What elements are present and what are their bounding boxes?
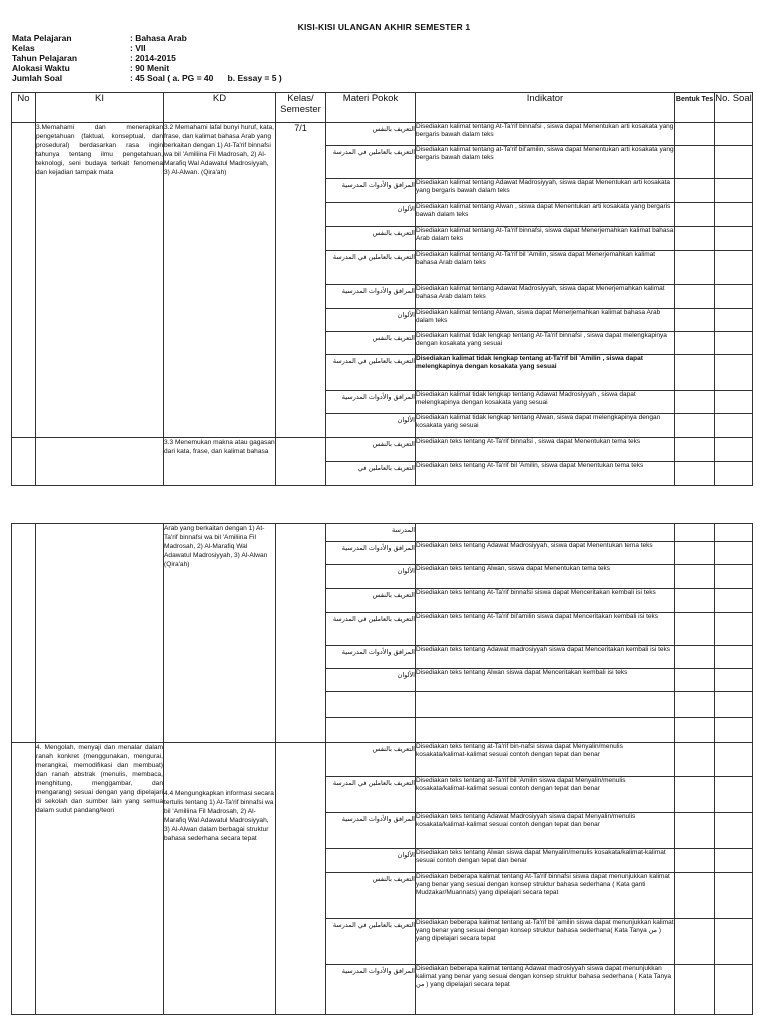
col-ki: KI — [36, 93, 164, 123]
document-title: KISI-KISI ULANGAN AKHIR SEMESTER 1 — [297, 22, 471, 32]
indikator-cell: Disediakan kalimat tidak lengkap tentang Alwan, siswa dapat melengkapinya dengan kosakata yang sesuai — [416, 414, 675, 438]
bentuk-cell — [675, 873, 715, 919]
indikator-cell: Disediakan teks tentang At-Ta'rif bil 'Amilin, siswa dapat Menentukan tema teks — [416, 462, 675, 486]
materi-cell: الألوان — [326, 669, 416, 692]
indikator-cell: Disediakan teks tentang Adawat Madrosiyyah, siswa dapat Menentukan tema teks — [416, 542, 675, 565]
indikator-cell: Disediakan kalimat tentang Adawat Madrosiyyah, siswa dapat Menerjemahkan kalimat bahasa Arab dalam teks — [416, 285, 675, 309]
nosoal-cell — [715, 146, 753, 179]
meta-value: : 2014-2015 — [130, 53, 176, 63]
indikator-cell: Disediakan kalimat tidak lengkap tentang at-Ta'rif bil 'Amilin , siswa dapat melengkapinya dengan kosakata yang sesuai — [416, 355, 675, 391]
indikator-cell: Disediakan kalimat tentang Alwan, siswa dapat Menerjemahkan kalimat bahasa Arab dalam teks — [416, 309, 675, 332]
nosoal-cell — [715, 414, 753, 438]
materi-cell: المرافق والأدوات المدرسية — [326, 965, 416, 1015]
bentuk-cell — [675, 227, 715, 251]
nosoal-cell — [715, 718, 753, 743]
bentuk-cell — [675, 669, 715, 692]
cell-ki — [36, 438, 164, 486]
materi-cell: المدرسة — [326, 524, 416, 542]
bentuk-cell — [675, 965, 715, 1015]
table-row — [12, 438, 753, 462]
indikator-cell: Disediakan teks tentang At-Ta'rif bil'amilin siswa dapat Menceritakan kembali isi teks — [416, 613, 675, 646]
nosoal-cell — [715, 123, 753, 146]
nosoal-cell — [715, 179, 753, 203]
bentuk-cell — [675, 777, 715, 813]
nosoal-cell — [715, 227, 753, 251]
nosoal-cell — [715, 203, 753, 227]
materi-cell: المرافق والأدوات المدرسية — [326, 285, 416, 309]
indikator-cell: Disediakan teks tentang at-Ta'rif bil 'Amilin siswa dapat Menyalin/menulis kosakata/kalimat-kalimat sesuai contoh dengan tepat dan benar — [416, 777, 675, 813]
nosoal-cell — [715, 462, 753, 486]
meta-value: : 90 Menit — [130, 63, 170, 73]
nosoal-cell — [715, 285, 753, 309]
materi-cell: التعريف بالعاملين في المدرسة — [326, 919, 416, 965]
kelas-semester: 7/1 — [276, 123, 326, 438]
indikator-cell: Disediakan kalimat tidak lengkap tentang At-Ta'rif binnafsi , siswa dapat melengkapinya dengan kosakata yang sesuai — [416, 332, 675, 355]
materi-cell — [326, 692, 416, 718]
materi-cell: التعريف بالنفس — [326, 873, 416, 919]
materi-cell: الألوان — [326, 565, 416, 589]
bentuk-cell — [675, 414, 715, 438]
meta-value: : 45 Soal ( a. PG = 40 b. Essay = 5 ) — [130, 73, 282, 83]
bentuk-cell — [675, 123, 715, 146]
nosoal-cell — [715, 849, 753, 873]
meta-label: Jumlah Soal — [12, 73, 63, 83]
ki-3-text: 3.Memahami dan menerapkan pengetahuan (faktual, konseptual, dan prosedural) berdasarkan rasa ingin tahunya tentang ilmu pengetahuan, teknologi, seni budaya terkait fenomena dan kejadian tampak mata — [36, 123, 164, 438]
indikator-cell: Disediakan teks tentang at-Ta'rif bin-nafsi siswa dapat Menyalin/menulis kosakata/kalimat-kalimat sesuai contoh dengan tepat dan benar — [416, 743, 675, 777]
bentuk-cell — [675, 203, 715, 227]
bentuk-cell — [675, 285, 715, 309]
bentuk-cell — [675, 613, 715, 646]
bentuk-cell — [675, 309, 715, 332]
kd-4-4-text: 4.4 Mengungkapkan informasi secara tertulis tentang 1) At-Ta'rif binnafsi wa bil 'Amiliina Fil Madrosah, 2) Al-Marafiq Wal Adawatul Madrosiyyah, 3) Al-Alwan dalam berbagai struktur bahasa sederhana secara tepat — [164, 743, 276, 1015]
nosoal-cell — [715, 777, 753, 813]
materi-cell: المرافق والأدوات المدرسية — [326, 542, 416, 565]
materi-cell: التعريف بالنفس — [326, 743, 416, 777]
indikator-cell: Disediakan teks tentang Adawat madrosiyyah siswa dapat Menceritakan kembali isi teks — [416, 646, 675, 669]
indikator-cell: Disediakan kalimat tentang at-Ta'rif bil'amilin, siswa dapat Menentukan arti kosakata yang bergaris bawah dalam teks — [416, 146, 675, 179]
materi-cell: التعريف بالعاملين في — [326, 462, 416, 486]
materi-cell: المرافق والأدوات المدرسية — [326, 813, 416, 849]
indikator-cell: Disediakan kalimat tentang At-Ta'rif bil 'Amilin, siswa dapat Menerjemahkan kalimat bahasa Arab dalam teks — [416, 251, 675, 285]
materi-cell: المرافق والأدوات المدرسية — [326, 646, 416, 669]
col-materi: Materi Pokok — [326, 93, 416, 123]
bentuk-cell — [675, 251, 715, 285]
col-bentuk: Bentuk Tes — [675, 93, 715, 123]
meta-row-tahun — [12, 53, 282, 63]
bentuk-cell — [675, 146, 715, 179]
nosoal-cell — [715, 613, 753, 646]
bentuk-cell — [675, 542, 715, 565]
nosoal-cell — [715, 589, 753, 613]
col-indikator: Indikator — [416, 93, 675, 123]
bentuk-cell — [675, 179, 715, 203]
bentuk-cell — [675, 692, 715, 718]
bentuk-cell — [675, 919, 715, 965]
table-header-row — [12, 93, 753, 123]
indikator-cell: Disediakan kalimat tentang At-Ta'rif binnafsi , siswa dapat Menentukan arti kosakata yang bergaris bawah dalam teks — [416, 123, 675, 146]
nosoal-cell — [715, 332, 753, 355]
bentuk-cell — [675, 589, 715, 613]
nosoal-cell — [715, 919, 753, 965]
bentuk-cell — [675, 565, 715, 589]
meta-label: Alokasi Waktu — [12, 63, 70, 73]
cell-kelas — [276, 438, 326, 486]
nosoal-cell — [715, 438, 753, 462]
materi-cell: الألوان — [326, 309, 416, 332]
table-row — [12, 524, 753, 542]
materi-cell: التعريف بالعاملين في المدرسة — [326, 355, 416, 391]
cell-kelas — [276, 743, 326, 1015]
meta-label: Mata Pelajaran — [12, 33, 72, 43]
bentuk-cell — [675, 849, 715, 873]
bentuk-cell — [675, 438, 715, 462]
kisi-table-page-2 — [11, 523, 753, 1015]
indikator-cell: Disediakan kalimat tentang Alwan , siswa dapat Menentukan arti kosakata yang bergaris bawah dalam teks — [416, 203, 675, 227]
nosoal-cell — [715, 813, 753, 849]
kd-3-3-text: 3.3 Menemukan makna atau gagasan dari kata, frase, dan kalimat bahasa — [164, 438, 276, 486]
indikator-cell: Disediakan beberapa kalimat tentang At-Ta'rif binnafsi siswa dapat menunjukkan kalimat yang benar yang sesuai dengan konsep struktur bahasa sederhana ( Kata ganti Mudzakar/Muannats) yang dipelajari secara tepat — [416, 873, 675, 919]
materi-cell: التعريف بالعاملين في المدرسة — [326, 777, 416, 813]
kd-3-3-text-cont: Arab yang berkaitan dengan 1) At-Ta'rif binnafsi wa bil 'Amiliina Fil Madrosah, 2) Al-Marafiq Wal Adawatul Madrosiyyah, 3) Al-Alwan (Qira'ah) — [164, 524, 276, 743]
materi-cell: الألوان — [326, 849, 416, 873]
nosoal-cell — [715, 355, 753, 391]
meta-value: : Bahasa Arab — [130, 33, 187, 43]
kd-3-2-text: 3.2 Memahami lafal bunyi huruf, kata, frase, dan kalimat bahasa Arab yang berkaitan dengan 1) At-Ta'rif binnafsi wa bil 'Amiliina Fil Madrosah, 2) Al-Marafiq Wal Adawatul Madrosiyyah, 3) Al-Alwan. (Qira'ah) — [164, 123, 276, 438]
kisi-table-page-1 — [11, 92, 753, 486]
ki-4-text: 4. Mengolah, menyaji dan menalar dalam ranah konkret (menggunakan, mengurai, merangkai, memodifikasi dan membuat) dan ranah abstrak (menulis, membaca, menghitung, menggambar, dan mengarang) sesuai dengan yang dipelajari di sekolah dan sumber lain yang semua dalam sudut pandang/teori — [36, 743, 164, 1015]
meta-row-kelas — [12, 43, 282, 53]
bentuk-cell — [675, 332, 715, 355]
cell-kelas — [276, 524, 326, 743]
bentuk-cell — [675, 743, 715, 777]
meta-label: Kelas — [12, 43, 35, 53]
indikator-cell: Disediakan teks tentang At-Ta'rif binnafsi , siswa dapat Menentukan tema teks — [416, 438, 675, 462]
materi-cell: التعريف بالنفس — [326, 438, 416, 462]
nosoal-cell — [715, 743, 753, 777]
materi-cell: التعريف بالنفس — [326, 589, 416, 613]
bentuk-cell — [675, 391, 715, 414]
indikator-cell: Disediakan teks tentang Alwan siswa dapat Menyalin/menulis kosakata/kalimat-kalimat sesuai contoh dengan tepat dan benar — [416, 849, 675, 873]
meta-row-mapel — [12, 33, 282, 43]
cell-no — [12, 438, 36, 486]
indikator-cell: Disediakan kalimat tentang At-Ta'rif binnafsi, siswa dapat Menerjemahkan kalimat bahasa Arab dalam teks — [416, 227, 675, 251]
bentuk-cell — [675, 646, 715, 669]
indikator-cell: Disediakan kalimat tidak lengkap tentang Adawat Madrosiyyah , siswa dapat melengkapinya dengan kosakata yang sesuai — [416, 391, 675, 414]
cell-ki — [36, 524, 164, 743]
cell-no — [12, 123, 36, 438]
materi-cell: التعريف بالعاملين في المدرسة — [326, 251, 416, 285]
indikator-cell — [416, 692, 675, 718]
nosoal-cell — [715, 646, 753, 669]
bentuk-cell — [675, 355, 715, 391]
materi-cell: التعريف بالنفس — [326, 227, 416, 251]
bentuk-cell — [675, 813, 715, 849]
col-kd: KD — [164, 93, 276, 123]
document-meta — [12, 33, 282, 83]
nosoal-cell — [715, 873, 753, 919]
table-row — [12, 743, 753, 777]
meta-row-alokasi — [12, 63, 282, 73]
meta-label: Tahun Pelajaran — [12, 53, 78, 63]
meta-value: : VII — [130, 43, 146, 53]
col-no: No — [12, 93, 36, 123]
nosoal-cell — [715, 309, 753, 332]
nosoal-cell — [715, 692, 753, 718]
materi-cell: الألوان — [326, 414, 416, 438]
col-nosoal: No. Soal — [715, 93, 753, 123]
indikator-cell: Disediakan teks tentang Adawat Madrosiyyah siswa dapat Menyalin/menulis kosakata/kalimat-kalimat sesuai contoh dengan tepat dan benar — [416, 813, 675, 849]
nosoal-cell — [715, 565, 753, 589]
indikator-cell — [416, 718, 675, 743]
cell-no — [12, 743, 36, 1015]
table-row — [12, 123, 753, 146]
cell-no — [12, 524, 36, 743]
materi-cell: الألوان — [326, 203, 416, 227]
indikator-cell: Disediakan teks tentang Alwan, siswa dapat Menentukan tema teks — [416, 565, 675, 589]
indikator-cell: Disediakan beberapa kalimat tentang Adawat madrosiyyah siswa dapat menunjukkan kalimat yang benar yang sesuai dengan konsep struktur bahasa sederhana ( Kata Tanya من ) yang dipelajari secara tepat — [416, 965, 675, 1015]
nosoal-cell — [715, 251, 753, 285]
indikator-cell — [416, 524, 675, 542]
bentuk-cell — [675, 462, 715, 486]
materi-cell — [326, 718, 416, 743]
materi-cell: التعريف بالنفس — [326, 332, 416, 355]
indikator-cell: Disediakan teks tentang At-Ta'rif binnafsi siswa dapat Menceritakan kembali isi teks — [416, 589, 675, 613]
materi-cell: التعريف بالنفس — [326, 123, 416, 146]
materi-cell: المرافق والأدوات المدرسية — [326, 179, 416, 203]
bentuk-cell — [675, 718, 715, 743]
meta-row-jumlah — [12, 73, 282, 83]
materi-cell: المرافق والأدوات المدرسية — [326, 391, 416, 414]
indikator-cell: Disediakan kalimat tentang Adawat Madrosiyyah, siswa dapat Menentukan arti kosakata yang bergaris bawah dalam teks — [416, 179, 675, 203]
indikator-cell: Disediakan beberapa kalimat tentang at-Ta'rif bil 'amilin siswa dapat menunjukkan kalimat yang benar yang sesuai dengan konsep struktur bahasa sederhana( Kata Tanya من ) yang dipelajari secara tepat — [416, 919, 675, 965]
materi-cell: التعريف بالعاملين في المدرسة — [326, 146, 416, 179]
col-kelas: Kelas/ Semester — [276, 93, 326, 123]
nosoal-cell — [715, 965, 753, 1015]
bentuk-cell — [675, 524, 715, 542]
nosoal-cell — [715, 391, 753, 414]
materi-cell: التعريف بالعاملين في المدرسة — [326, 613, 416, 646]
nosoal-cell — [715, 542, 753, 565]
nosoal-cell — [715, 524, 753, 542]
indikator-cell: Disediakan teks tentang Alwan siswa dapat Menceritakan kembali isi teks — [416, 669, 675, 692]
nosoal-cell — [715, 669, 753, 692]
